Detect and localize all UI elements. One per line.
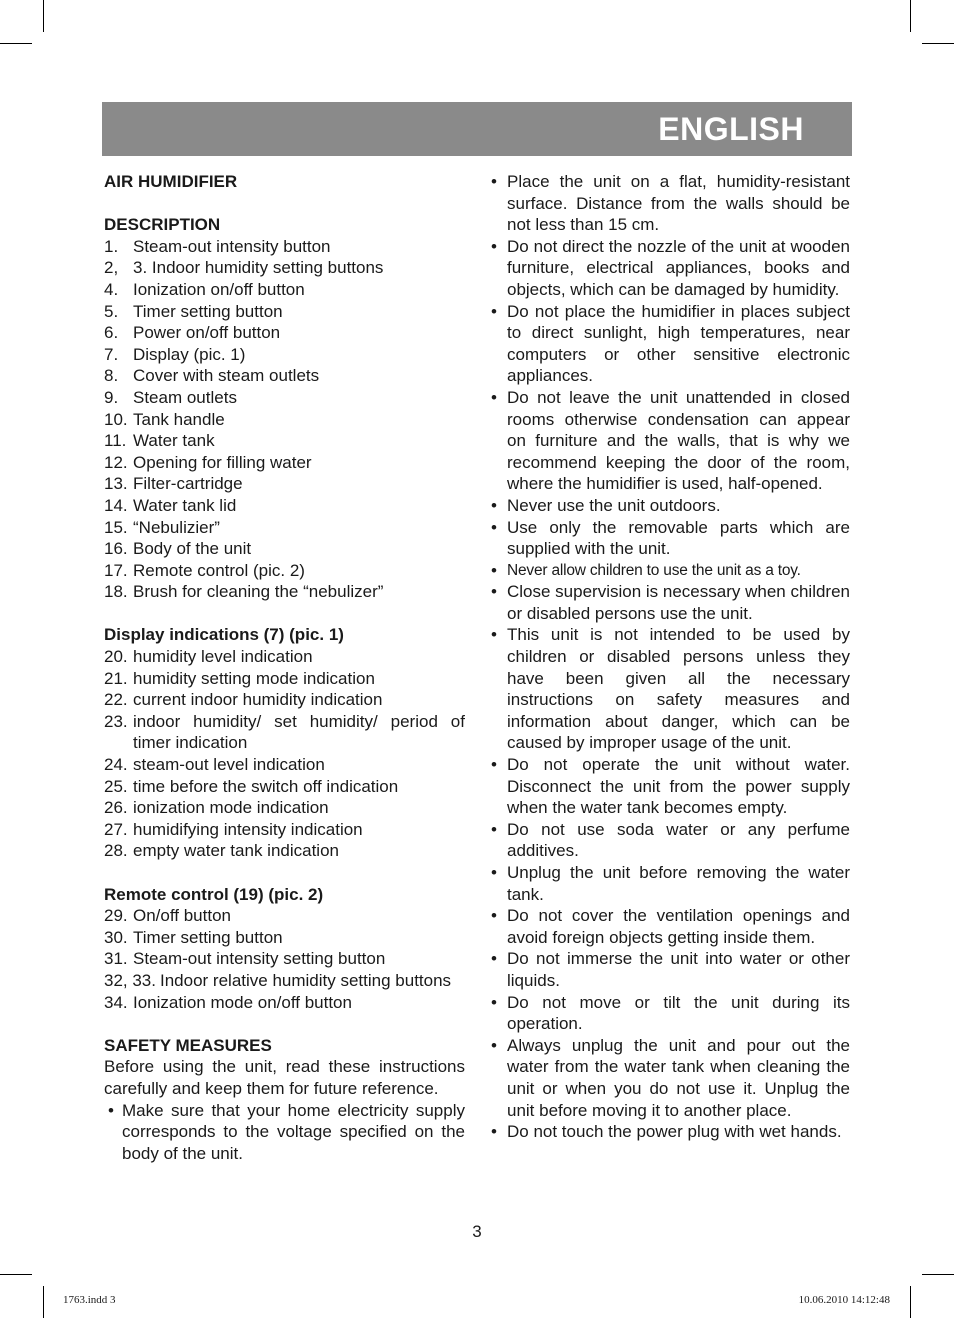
- list-item-text: Ionization mode on/off button: [133, 992, 352, 1012]
- list-item: [104, 495, 465, 517]
- bullet-item: [489, 236, 850, 301]
- list-item-text: Filter-cartridge: [133, 474, 243, 494]
- list-item: [104, 430, 465, 452]
- list-item-number: 22.: [104, 690, 128, 710]
- bullet-dot-icon: •: [491, 906, 497, 926]
- list-item-text: Ionization on/off button: [133, 279, 305, 299]
- list-item: [104, 473, 465, 495]
- list-item-number: 12.: [104, 452, 128, 472]
- list-item-number: 32, 33.: [104, 970, 156, 990]
- list-item-number: 8.: [104, 366, 119, 386]
- bullet-dot-icon: •: [491, 949, 497, 969]
- bullet-text: Do not move or tilt the unit during its operation.: [507, 992, 850, 1034]
- list-item-text: Cover with steam outlets: [133, 366, 320, 386]
- safety-measures-heading: SAFETY MEASURES: [104, 1035, 272, 1055]
- crop-mark: [910, 1286, 911, 1318]
- safety-intro: Before using the unit, read these instructions carefully and keep them for future reference.: [104, 1057, 465, 1098]
- bullet-dot-icon: •: [491, 1035, 497, 1055]
- list-item-number: 11.: [104, 431, 127, 451]
- list-item-text: Timer setting button: [133, 301, 283, 321]
- list-item: [104, 905, 465, 927]
- list-item-number: 21.: [104, 668, 128, 688]
- list-item-number: 23.: [104, 711, 128, 731]
- description-heading: DESCRIPTION: [104, 215, 221, 235]
- bullet-dot-icon: •: [491, 495, 497, 515]
- list-item-number: 17.: [104, 560, 128, 580]
- remote-control-heading: Remote control (19) (pic. 2): [104, 884, 324, 904]
- list-item: [104, 689, 465, 711]
- list-item-number: 7.: [104, 344, 119, 364]
- list-item: [104, 560, 465, 582]
- list-item-text: indoor humidity/ set humidity/ period of timer indication: [133, 711, 465, 753]
- list-item-number: 5.: [104, 301, 119, 321]
- bullet-text: Always unplug the unit and pour out the water from the water tank when cleaning the unit or when you do not use it. Unplug the unit before moving it to another place.: [507, 1035, 850, 1120]
- list-item: [104, 797, 465, 819]
- bullet-item: [489, 948, 850, 991]
- bullet-text: This unit is not intended to be used by children or disabled persons unless they have been given all the necessary instructions on safety measures and information about danger, which can be caused by improper usage of the unit.: [507, 625, 850, 753]
- list-item-number: 2,: [104, 258, 119, 278]
- bullet-item: [489, 171, 850, 236]
- bullet-dot-icon: •: [491, 863, 497, 882]
- list-item-text: time before the switch off indication: [133, 776, 399, 796]
- bullet-item: [489, 517, 850, 560]
- file-info: 1763.indd 3: [63, 1294, 116, 1306]
- list-item-text: ionization mode indication: [133, 798, 329, 818]
- list-item-number: 29.: [104, 906, 128, 926]
- bullet-dot-icon: •: [491, 625, 497, 645]
- bullet-dot-icon: •: [491, 387, 497, 407]
- list-item-text: humidity level indication: [133, 647, 313, 667]
- bullet-text: Do not direct the nozzle of the unit at wooden furniture, electrical appliances, books and objects, which can be damaged by humidity.: [507, 236, 850, 299]
- list-item: [104, 819, 465, 841]
- bullet-text: Do not use soda water or any perfume additives.: [507, 819, 850, 861]
- list-item-number: 6.: [104, 323, 119, 343]
- bullet-item: [104, 1100, 465, 1165]
- list-item-number: 10.: [104, 409, 128, 429]
- bullet-item: [489, 905, 850, 948]
- list-item: [104, 776, 465, 798]
- bullet-dot-icon: •: [491, 755, 497, 775]
- display-indications-list: [104, 646, 465, 862]
- list-item: [104, 517, 465, 539]
- bullet-dot-icon: •: [491, 992, 497, 1012]
- list-item: [104, 927, 465, 949]
- list-item-text: Indoor relative humidity setting buttons: [160, 970, 452, 990]
- bullet-text: Do not leave the unit unattended in closed rooms otherwise condensation can appear on furniture and the walls, that is why we recommend keeping the door of the room, where the humidifier is used, half-opened.: [507, 387, 850, 494]
- list-item-number: 1.: [104, 236, 119, 256]
- bullet-dot-icon: •: [491, 236, 497, 256]
- list-item: [104, 948, 465, 970]
- list-item-number: 26.: [104, 798, 128, 818]
- list-item-text: Opening for filling water: [133, 452, 312, 472]
- bullet-text: Do not touch the power plug with wet hands.: [507, 1122, 842, 1142]
- list-item: [104, 840, 465, 862]
- list-item-number: 34.: [104, 992, 128, 1012]
- remote-control-list: [104, 905, 465, 1013]
- list-item-text: Tank handle: [133, 409, 225, 429]
- list-item: [104, 322, 465, 344]
- bullet-dot-icon: •: [491, 517, 497, 537]
- bullet-text: Do not cover the ventilation openings and avoid foreign objects getting inside them.: [507, 906, 850, 947]
- display-indications-heading: Display indications (7) (pic. 1): [104, 625, 344, 645]
- list-item-text: humidifying intensity indication: [133, 819, 363, 839]
- product-title: AIR HUMIDIFIER: [104, 172, 238, 191]
- crop-mark: [0, 1274, 32, 1275]
- bullet-text: Never use the unit outdoors.: [507, 495, 721, 515]
- list-item-text: Body of the unit: [133, 539, 252, 559]
- list-item-number: 20.: [104, 647, 128, 667]
- bullet-text: Unplug the unit before removing the water tank.: [507, 863, 850, 904]
- left-column: [104, 171, 465, 1164]
- list-item-text: Steam-out intensity setting button: [133, 949, 386, 969]
- list-item-number: 30.: [104, 927, 128, 947]
- bullet-dot-icon: •: [491, 1122, 497, 1142]
- list-item-number: 9.: [104, 387, 119, 407]
- list-item-number: 24.: [104, 755, 128, 775]
- bullet-item: [489, 560, 850, 582]
- list-item-number: 15.: [104, 517, 128, 537]
- bullet-item: [489, 754, 850, 819]
- list-item-text: current indoor humidity indication: [133, 690, 383, 710]
- list-item-text: Water tank lid: [133, 495, 237, 515]
- list-item-text: Power on/off button: [133, 323, 281, 343]
- list-item: [104, 581, 465, 603]
- bullet-dot-icon: •: [491, 301, 497, 321]
- language-header-bar: [102, 102, 852, 156]
- bullet-text: Make sure that your home electricity supply corresponds to the voltage specified on the body of the unit.: [122, 1100, 465, 1163]
- bullet-item: [489, 624, 850, 754]
- language-title: ENGLISH: [658, 111, 804, 147]
- bullet-dot-icon: •: [491, 560, 497, 580]
- bullet-text: Close supervision is necessary when children or disabled persons use the unit.: [507, 582, 850, 623]
- list-item: [104, 279, 465, 301]
- list-item-number: 18.: [104, 582, 128, 602]
- right-column: [489, 171, 850, 1143]
- safety-bullets-right: [489, 171, 850, 1143]
- bullet-item: [489, 1121, 850, 1143]
- list-item: [104, 646, 465, 668]
- list-item-number: 14.: [104, 495, 128, 515]
- bullet-text: Do not place the humidifier in places subject to direct sunlight, high temperatures, near computers or other sensitive electronic appliances.: [507, 301, 850, 386]
- list-item: [104, 344, 465, 366]
- list-item-number: 13.: [104, 474, 128, 494]
- list-item: [104, 668, 465, 690]
- bullet-item: [489, 495, 850, 517]
- bullet-item: [489, 1035, 850, 1121]
- list-item: [104, 257, 465, 279]
- list-item-text: Water tank: [133, 431, 215, 451]
- bullet-item: [489, 387, 850, 495]
- bullet-item: [489, 581, 850, 624]
- list-item: [104, 992, 465, 1014]
- safety-bullets-left: [104, 1100, 465, 1165]
- bullet-text: Place the unit on a flat, humidity-resistant surface. Distance from the walls should be not less than 15 cm.: [507, 172, 850, 235]
- bullet-text: Use only the removable parts which are supplied with the unit.: [507, 517, 850, 559]
- bullet-item: [489, 301, 850, 387]
- list-item-text: Remote control (pic. 2): [133, 560, 305, 580]
- page-number: 3: [472, 1222, 482, 1241]
- list-item-number: 27.: [104, 819, 128, 839]
- list-item-text: 3. Indoor humidity setting buttons: [133, 258, 384, 278]
- list-item-text: On/off button: [133, 906, 231, 926]
- list-item: [104, 711, 465, 754]
- list-item-text: steam-out level indication: [133, 755, 325, 775]
- list-item: [104, 452, 465, 474]
- list-item: [104, 754, 465, 776]
- date-info: 10.06.2010 14:12:48: [798, 1294, 890, 1306]
- list-item-number: 4.: [104, 279, 119, 299]
- crop-mark: [922, 1274, 954, 1275]
- list-item-text: Steam-out intensity button: [133, 236, 331, 256]
- bullet-item: [489, 992, 850, 1035]
- list-item: [104, 387, 465, 409]
- bullet-text: Never allow children to use the unit as a toy.: [507, 561, 801, 579]
- crop-mark: [910, 0, 911, 32]
- bullet-dot-icon: •: [491, 172, 497, 191]
- list-item-text: “Nebulizier”: [133, 517, 220, 537]
- list-item: [104, 301, 465, 323]
- bullet-dot-icon: •: [491, 819, 497, 839]
- list-item-text: Timer setting button: [133, 927, 283, 947]
- bullet-item: [489, 819, 850, 862]
- list-item-text: empty water tank indication: [133, 841, 339, 861]
- bullet-dot-icon: •: [491, 582, 497, 602]
- crop-mark: [43, 0, 44, 32]
- list-item: [104, 236, 465, 258]
- list-item: [104, 365, 465, 387]
- list-item-number: 25.: [104, 776, 128, 796]
- list-item-number: 16.: [104, 539, 128, 559]
- bullet-item: [489, 862, 850, 905]
- list-item: [104, 970, 465, 992]
- list-item: [104, 538, 465, 560]
- bullet-text: Do not operate the unit without water. Disconnect the unit from the power supply when the water tank becomes empty.: [507, 755, 850, 818]
- crop-mark: [922, 43, 954, 44]
- list-item-text: Brush for cleaning the “nebulizer”: [133, 582, 384, 602]
- list-item-text: humidity setting mode indication: [133, 668, 375, 688]
- list-item-number: 28.: [104, 841, 128, 861]
- description-list: [104, 236, 465, 603]
- bullet-text: Do not immerse the unit into water or other liquids.: [507, 949, 850, 990]
- crop-mark: [43, 1286, 44, 1318]
- list-item-number: 31.: [104, 949, 128, 969]
- bullet-dot-icon: •: [108, 1100, 114, 1120]
- list-item: [104, 409, 465, 431]
- list-item-text: Display (pic. 1): [133, 344, 246, 364]
- crop-mark: [0, 43, 32, 44]
- list-item-text: Steam outlets: [133, 387, 237, 407]
